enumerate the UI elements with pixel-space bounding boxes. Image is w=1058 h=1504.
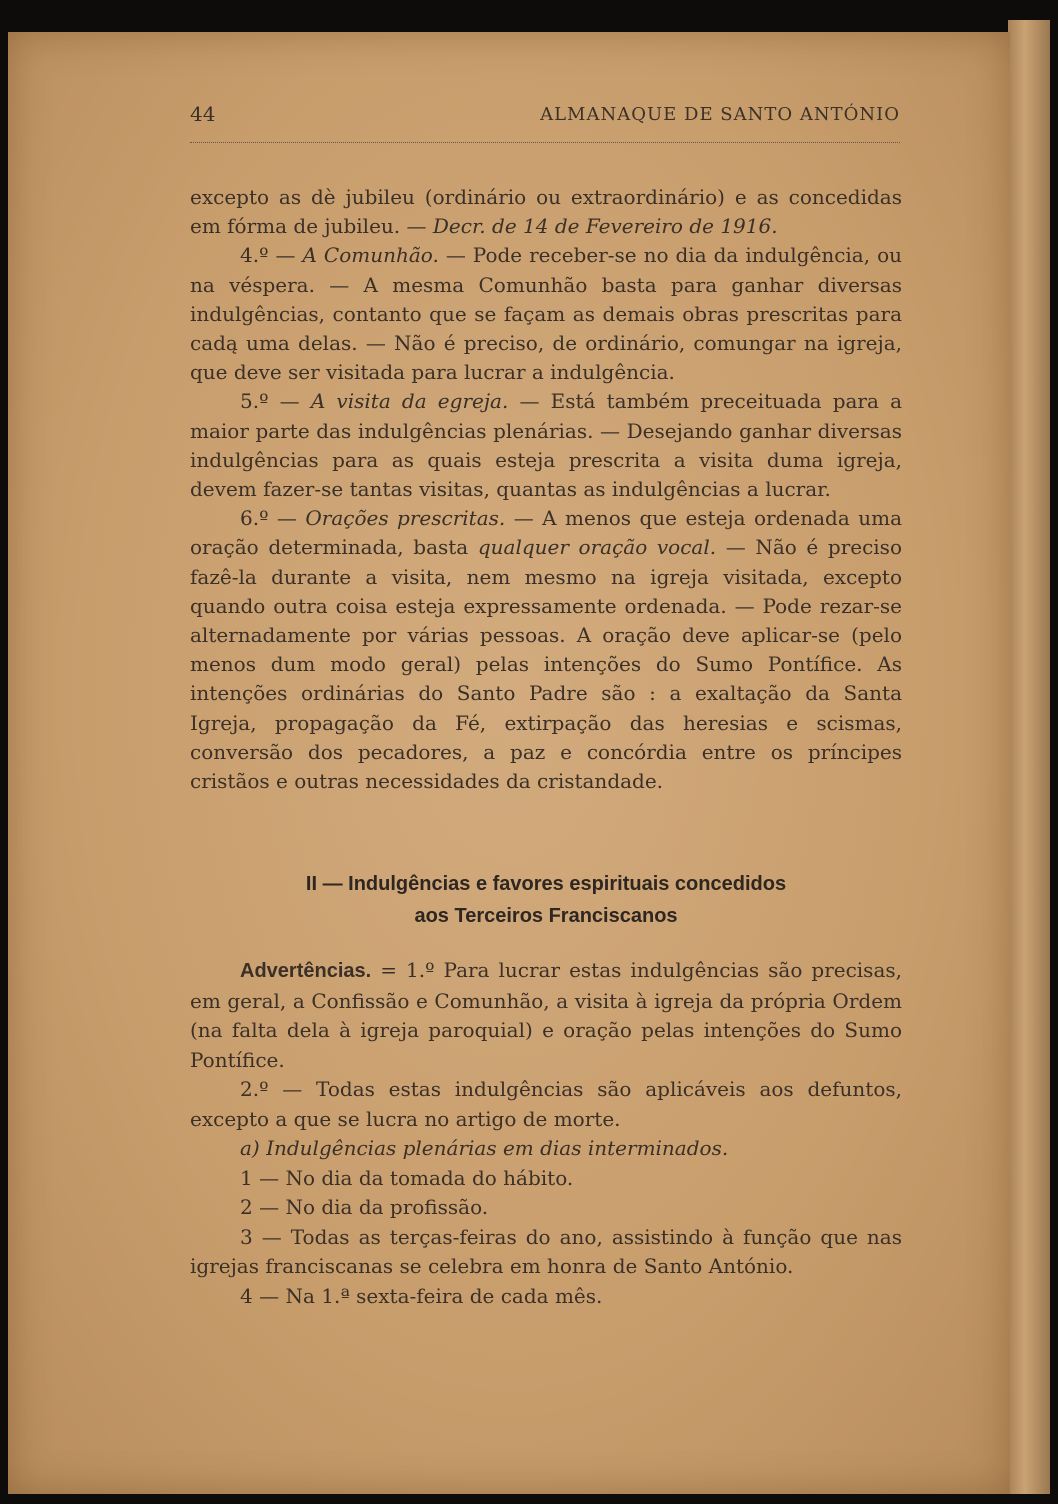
paragraph-text: excepto as dè jubileu (ordinário ou extraordinário) e as concedidas em fórma de jubileu. — [190, 185, 902, 239]
list-item: 1 — No dia da tomada do hábito. [240, 1165, 574, 1190]
list-item: 2 — No dia da profissão. [240, 1195, 489, 1219]
italic-phrase: qualquer oração vocal. [477, 535, 717, 560]
section-heading [190, 868, 902, 932]
section-2-text [190, 956, 902, 1311]
item-number: 4.º — [240, 243, 303, 268]
paragraph-text: — Não é preciso fazê-la durante a visita, nem mesmo na igreja visitada, excepto quando outra coisa esteja expressamente ordenada. — Pode rezar-se alternadamente por várias pessoas. A oração deve aplicar-se (pelo menos dum modo geral) pelas intenções do Sumo Pontífice. As intenções ordinárias do Santo Padre são : a exaltação da Santa Igreja, propagação da Fé, extirpação das heresias e scismas, conversão dos pecadores, a paz e concórdia entre os príncipes cristãos e outras necessidades da cristandade. [190, 535, 902, 794]
list-item: 4 — Na 1.ª sexta-feira de cada mês. [240, 1283, 603, 1308]
subheading-plenarias [190, 1134, 902, 1164]
page-header [190, 102, 900, 143]
paragraph-text: — A menos que esteja ordenada uma oração determinada, basta [190, 506, 902, 560]
paragraph-text: — Está também preceituada para a maior parte das indulgências plenárias. — Desejando ganhar diversas indulgências para as quais esteja prescrita a visita duma igreja, devem fazer-se tantas visitas, quantas as indulgências a lucrar. [190, 389, 903, 502]
paragraph-text: — Pode receber-se no dia da indulgência, ou na véspera. — A mesma Comunhão basta para ganhar diversas indulgências, contanto que se façam as demais obras prescritas para cadą uma delas. — Não é preciso, de ordinário, comungar na igreja, que deve ser visitada para lucrar a indulgência. [190, 243, 902, 385]
page-edge [1008, 20, 1050, 1494]
advertencias-label: Advertências. [240, 960, 372, 982]
heading-line-2: aos Terceiros Franciscanos [414, 905, 678, 927]
item-title: A visita da egreja. [310, 389, 509, 414]
subheading-text: a) Indulgências plenárias em dias interminados. [240, 1136, 729, 1160]
page-number: 44 [190, 102, 216, 126]
heading-line-1: II — Indulgências e favores espirituais concedidos [305, 873, 787, 895]
paragraph-prayers [190, 504, 902, 796]
paragraph-communion [190, 241, 902, 387]
item-title: A Comunhão. [302, 243, 439, 268]
paragraph-defuntos: 2.º — Todas estas indulgências são aplicáveis aos defuntos, excepto a que se lucra no artigo de morte. [190, 1077, 902, 1131]
paragraph-text: = 1.º Para lucrar estas indulgências são precisas, em geral, a Confissão e Comunhão, a visita à igreja da própria Ordem (na falta dela à igreja paroquial) e oração pelas intenções do Sumo Pontífice. [190, 958, 902, 1072]
item-title: Orações prescritas. [305, 506, 506, 531]
item-number: 6.º — [240, 506, 306, 531]
item-number: 5.º — [240, 389, 311, 414]
decree-reference: Decr. de 14 de Fevereiro de 1916. [432, 214, 778, 239]
running-title: ALMANAQUE DE SANTO ANTÓNIO [540, 104, 900, 125]
paragraph-visit [190, 387, 902, 504]
list-item: 3 — Todas as terças-feiras do ano, assistindo à função que nas igrejas franciscanas se celebra em honra de Santo António. [190, 1224, 902, 1278]
section-1-text [190, 183, 902, 796]
paragraph-continuation [190, 183, 902, 241]
paragraph-advertencias [190, 956, 902, 1075]
